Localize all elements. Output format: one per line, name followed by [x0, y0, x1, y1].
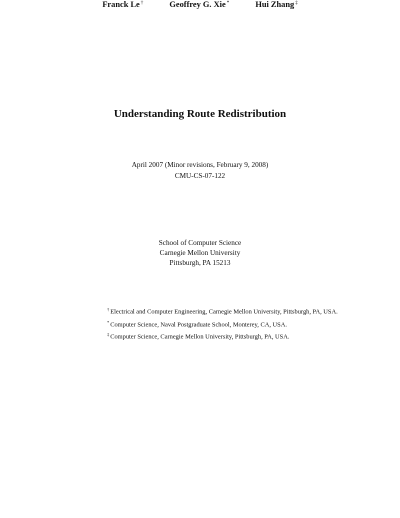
footnote-cs-nps: [107, 318, 338, 331]
footnotes: [107, 305, 338, 343]
footnote-mark: *: [107, 319, 110, 325]
footnote-mark: †: [107, 307, 110, 312]
author-hui-zhang: [255, 0, 297, 9]
footnote-mark: ‡: [107, 332, 110, 337]
author-name: Geoffrey G. Xie: [169, 0, 226, 9]
footnote-cs-cmu: [107, 330, 338, 343]
institution-block: [0, 238, 400, 268]
report-id: CMU-CS-07-122: [174, 172, 226, 180]
footnote-text: Computer Science, Naval Postgraduate School, Monterey, CA, USA.: [110, 321, 287, 328]
footnote-text: Computer Science, Carnegie Mellon University, Pittsburgh, PA, USA.: [110, 333, 290, 341]
author-mark: ‡: [295, 1, 298, 6]
footnote-text: Electrical and Computer Engineering, Carnegie Mellon University, Pittsburgh, PA, USA.: [110, 308, 338, 316]
author-geoffrey-xie: [169, 0, 229, 9]
school-name: School of Computer Science: [158, 239, 242, 247]
author-franck-le: [102, 0, 143, 9]
university-name: Carnegie Mellon University: [159, 249, 241, 257]
author-mark: †: [140, 1, 144, 6]
footnote-ece-cmu: [107, 305, 338, 318]
city-address: Pittsburgh, PA 15213: [169, 259, 231, 267]
publication-date: April 2007 (Minor revisions, February 9, 2008): [131, 161, 269, 169]
paper-title: Understanding Route Redistribution: [113, 108, 287, 120]
author-name: Hui Zhang: [255, 0, 295, 9]
author-list: [0, 0, 400, 9]
author-name: Franck Le: [102, 0, 140, 9]
author-mark: *: [226, 1, 230, 6]
